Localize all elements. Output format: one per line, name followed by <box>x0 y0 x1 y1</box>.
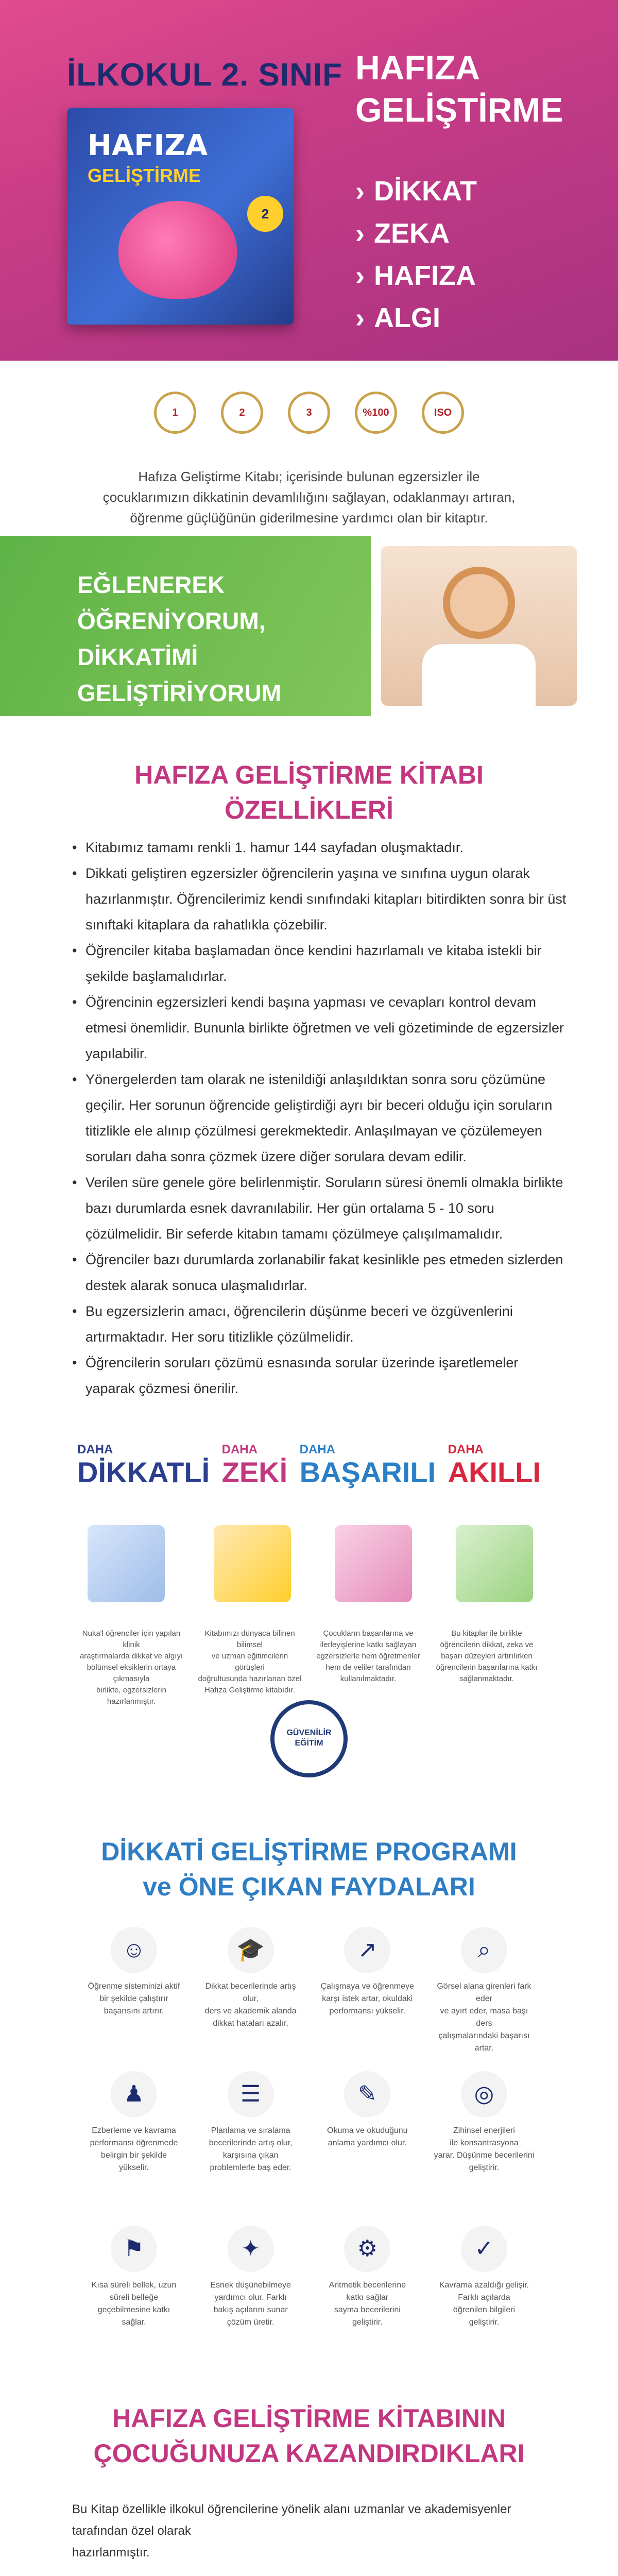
benefit-item: ◎ Zihinsel enerjileri ile konsantrasyona yarar. Düşünme becerilerini geliştirir. <box>433 2071 536 2174</box>
grade-badge: 2 <box>247 196 283 232</box>
chevron-right-icon: › <box>355 218 365 249</box>
illustrations <box>77 1525 541 1618</box>
smile-icon: ☺ <box>111 1927 157 1973</box>
medal-icon: 3 <box>288 392 330 434</box>
feature-item: • Öğrenciler kitaba başlamadan önce kendini hazırlamalı ve kitaba istekli bir şekilde başlamalıdırlar. <box>72 938 566 989</box>
growth-icon: ↗ <box>344 1927 390 1973</box>
grade-label: İLKOKUL 2. SINIF <box>67 57 343 93</box>
quality-medals <box>0 392 618 434</box>
word-akilli: DAHA AKILLI <box>448 1443 541 1488</box>
info-column: Kitabımızı dünyaca bilinen bilimsel ve uzman eğitimcilerin görüşleri doğrultusunda hazırlanan özel Hafıza Geliştirme kitabıdır. <box>198 1629 302 1694</box>
feature-item: • Verilen süre genele göre belirlenmiştir. Soruların süresi önemli olmakla birlikte bazı durumlarda esnek davranılabilir. Her gün ortalama 5 - 10 soru çözülmelidir. Bir seferde kitabın tamamı çözülmeye çalışılmamalıdır. <box>72 1170 566 1247</box>
chevron-right-icon: › <box>355 302 365 333</box>
benefits-row <box>82 2226 536 2329</box>
chevron-right-icon: › <box>355 176 365 207</box>
feature-item: • Yönergelerden tam olarak ne istenildiği anlaşıldıktan sonra soru çözümüne geçilir. Her sorunun öğrencide geliştirdiği ayrı bir beceri olduğu için soruların titizlikle ele alınıp çözülmesi gerekmektedir. Anlaşılmayan ve çözülemeyen soruları daha sonra çözmek üzere diğer sorulara devam edilir. <box>72 1066 566 1170</box>
features-list <box>72 835 566 1401</box>
benefit-item: ⌕ Görsel alana girenleri fark eder ve ayırt eder, masa başı ders çalışmalarındaki başarısı artar. <box>433 1927 536 2055</box>
benefit-item: ⚑ Kısa süreli bellek, uzun süreli belleğe geçebilmesine katkı sağlar. <box>82 2226 185 2329</box>
benefit-item: 🎓 Dikkat becerilerinde artış olur, ders ve akademik alanda dikkat hataları azalır. <box>199 1927 302 2055</box>
feature-item: • Kitabımız tamamı renkli 1. hamur 144 sayfadan oluşmaktadır. <box>72 835 566 860</box>
list-icon: ☰ <box>228 2071 274 2117</box>
book-title-line1: HAFIZA <box>88 129 208 162</box>
benefit-item: ↗ Çalışmaya ve öğrenmeye karşı istek artar, okuldaki performansı yükselir. <box>316 1927 419 2055</box>
benefit-item: ☺ Öğrenme sisteminizi aktif bir şekilde çalıştırır başarısını artırır. <box>82 1927 185 2055</box>
info-column: Bu kitaplar ile birlikte öğrencilerin dikkat, zeka ve başarı düzeyleri artırılırken öğrencilerin başarılarına katkı sağlanmaktadır. <box>436 1629 538 1683</box>
skill-list <box>355 170 477 339</box>
student-head <box>443 567 515 639</box>
feature-item: • Öğrencilerin soruları çözümü esnasında sorular üzerinde işaretlemeler yaparak çözmesi önerilir. <box>72 1350 566 1401</box>
graduation-icon: 🎓 <box>228 1927 274 1973</box>
medal-icon: ISO <box>422 392 464 434</box>
gains-intro: Bu Kitap özellikle ilkokul öğrencilerine yönelik alanı uzmanlar ve akademisyenler tarafından özel olarak hazırlanmıştır. <box>72 2502 511 2560</box>
skill-item: › ZEKA <box>355 218 450 249</box>
hero-title-line1: HAFIZA <box>355 48 480 87</box>
benefit-item: ✦ Esnek düşünebilmeye yardımcı olur. Farklı bakış açılarını sunar çözüm üretir. <box>199 2226 302 2329</box>
hero-title <box>355 46 563 131</box>
book-title-line2: GELİŞTİRME <box>88 165 201 186</box>
chess-icon: ♟ <box>111 2071 157 2117</box>
benefits-row <box>82 1927 536 2055</box>
word-basarili: DAHA BAŞARILI <box>299 1443 436 1488</box>
outcome-words <box>77 1443 541 1488</box>
trust-seal: GÜVENİLİR EĞİTİM <box>270 1700 348 1777</box>
benefit-item: ☰ Planlama ve sıralama becerilerinde artış olur, karşısına çıkan problemlerle baş eder. <box>199 2071 302 2174</box>
learning-banner <box>0 536 618 716</box>
benefits-title: DİKKATİ GELİŞTİRME PROGRAMI ve ÖNE ÇIKAN FAYDALARI <box>101 1837 517 1901</box>
intro-text: Hafıza Geliştirme Kitabı; içerisinde bulunan egzersizler ile çocuklarımızın dikkatinin devamlılığını sağlayan, odaklanmayı artıran, öğrenme güçlüğünün giderilmesine yardımcı olan bir kitaptır. <box>102 469 516 526</box>
word-zeki: DAHA ZEKİ <box>221 1443 288 1488</box>
brain-icon <box>118 201 237 299</box>
benefit-item: ✎ Okuma ve okuduğunu anlama yardımcı olur. <box>316 2071 419 2174</box>
medal-icon: %100 <box>355 392 397 434</box>
hero-banner <box>0 0 618 361</box>
features-title: HAFIZA GELİŞTİRME KİTABI ÖZELLİKLERİ <box>134 760 484 824</box>
flag-icon: ⚑ <box>111 2226 157 2272</box>
phone-illustration <box>214 1525 291 1602</box>
check-icon: ✓ <box>461 2226 507 2272</box>
benefit-item: ✓ Kavrama azaldığı gelişir. Farklı açılarda öğrenilen bilgileri geliştirir. <box>433 2226 536 2329</box>
skill-item: › ALGI <box>355 302 440 333</box>
info-column: Çocukların başarılarına ve ilerleyişlerine katkı sağlayan egzersizlerle hem öğretmenler hem de veliler tarafından kullanılmaktadır. <box>316 1629 420 1683</box>
learning-slogan: EĞLENEREK ÖĞRENİYORUM, DİKKATİMİ GELİŞTİRİYORUM <box>77 571 282 706</box>
shelf-illustration <box>456 1525 533 1602</box>
target-icon: ◎ <box>461 2071 507 2117</box>
chevron-right-icon: › <box>355 260 365 291</box>
word-dikkatli: DAHA DİKKATLİ <box>77 1443 210 1488</box>
feature-item: • Bu egzersizlerin amacı, öğrencilerin düşünme beceri ve özgüvenlerini artırmaktadır. Her soru titizlikle çözülmelidir. <box>72 1298 566 1350</box>
gains-title: HAFIZA GELİŞTİRME KİTABININ ÇOCUĞUNUZA KAZANDIRDIKLARI <box>93 2404 525 2468</box>
student-body <box>422 644 536 706</box>
benefits-row <box>82 2071 536 2174</box>
computer-illustration <box>88 1525 165 1602</box>
feature-item: • Öğrencinin egzersizleri kendi başına yapması ve cevapları kontrol devam etmesi önemlidir. Bununla birlikte öğretmen ve veli gözetiminde de egzersizler yapılabilir. <box>72 989 566 1066</box>
benefit-item: ⚙ Aritmetik becerilerine katkı sağlar sayma becerilerini geliştirir. <box>316 2226 419 2329</box>
benefit-item: ♟ Ezberleme ve kavrama performansı öğrenmede belirgin bir şekilde yükselir. <box>82 2071 185 2174</box>
skill-item: › HAFIZA <box>355 260 476 291</box>
feature-item: • Öğrenciler bazı durumlarda zorlanabilir fakat kesinlikle pes etmeden sizlerden destek alarak sonuca ulaşmalıdırlar. <box>72 1247 566 1298</box>
sparkle-icon: ✦ <box>228 2226 274 2272</box>
medal-icon: 2 <box>221 392 263 434</box>
skill-item: › DİKKAT <box>355 176 477 207</box>
medal-icon: 1 <box>154 392 196 434</box>
feature-item: • Dikkati geliştiren egzersizler öğrencilerin yaşına ve sınıfına uygun olarak hazırlanmıştır. Öğrencilerimiz kendi sınıfındaki kitapları bitirdikten sonra bir üst sınıftaki kitaplara da rahatlıkla çözebilir. <box>72 860 566 938</box>
student-photo <box>381 546 577 706</box>
book-cover <box>67 108 294 325</box>
info-columns <box>77 1628 541 1707</box>
magnifier-icon: ⌕ <box>461 1927 507 1973</box>
info-column: Nuka'l öğrenciler için yapılan klinik araştırmalarda dikkat ve algıyı bölümsel eksiklerin ortaya çıkmasıyla birlikte, egzersizlerin hazırlanmıştır. <box>79 1629 183 1706</box>
gear-icon: ⚙ <box>344 2226 390 2272</box>
pencil-icon: ✎ <box>344 2071 390 2117</box>
podium-illustration <box>335 1525 412 1602</box>
hero-title-line2: GELİŞTİRME <box>355 91 563 129</box>
